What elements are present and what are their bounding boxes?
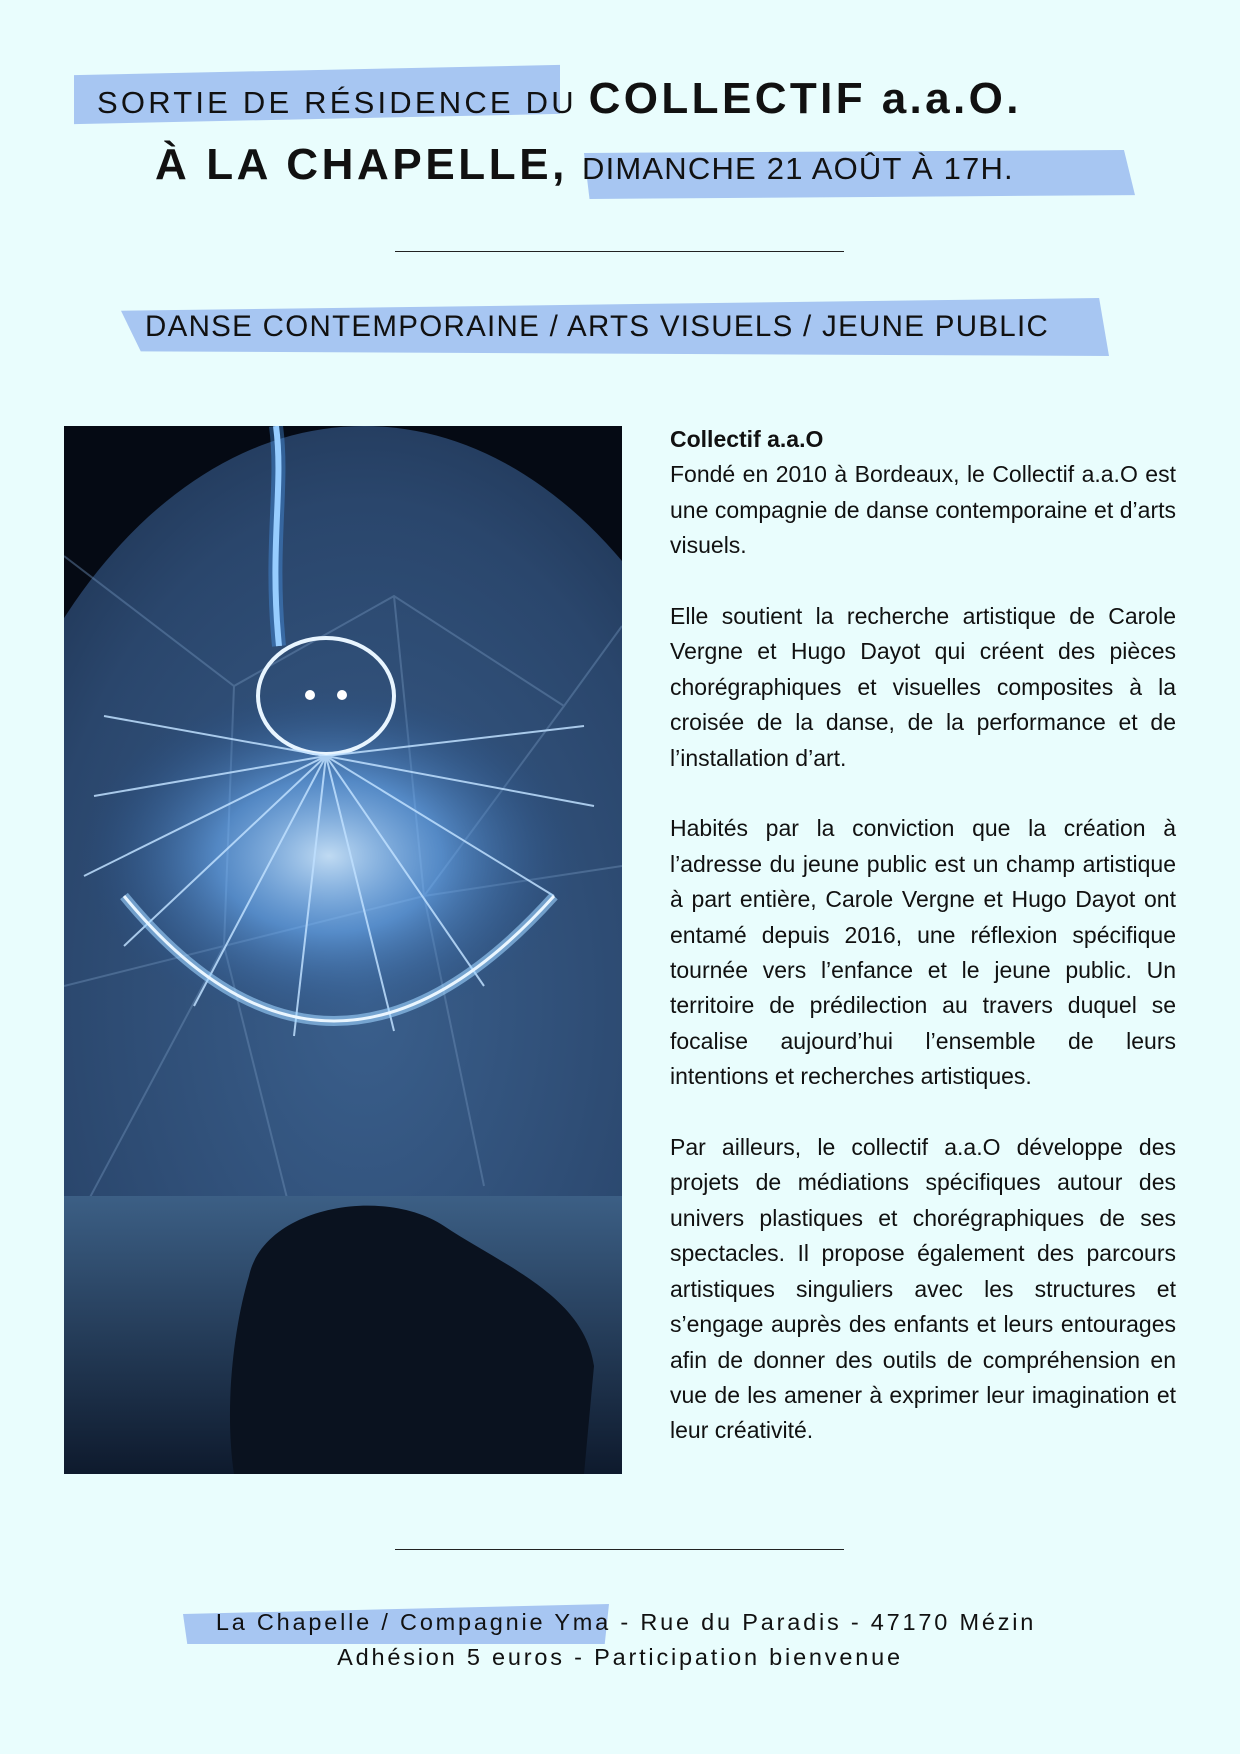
title-date: DIMANCHE 21 AOÛT À 17H. <box>582 151 1014 186</box>
article <box>670 422 1176 1484</box>
title-venue: À LA CHAPELLE <box>155 140 553 189</box>
genres-banner: DANSE CONTEMPORAINE / ARTS VISUELS / JEUNE PUBLIC <box>145 310 1050 343</box>
title-prefix: SORTIE DE RÉSIDENCE DU <box>97 85 589 120</box>
article-paragraph-4: Par ailleurs, le collectif a.a.O développe des projets de médiations spécifiques autour des univers plastiques et chorégraphiques de ses spectacles. Il propose également des parcours artistiques singuliers avec les structures et s’engage auprès des enfants et leurs entourages afin de donner des outils de compréhension en vue de les amener à exprimer leur imagination et leur créativité. <box>670 1134 1176 1444</box>
footer-address: La Chapelle / Compagnie Yma - Rue du Paradis - 47170 Mézin <box>215 1609 1037 1635</box>
title-collective: COLLECTIF a.a.O. <box>588 74 1022 123</box>
article-heading: Collectif a.a.O <box>670 426 824 452</box>
performance-photo <box>64 426 622 1474</box>
divider-bottom <box>395 1549 844 1550</box>
title-line-1 <box>97 74 1157 124</box>
article-paragraph-2: Elle soutient la recherche artistique de Carole Vergne et Hugo Dayot qui créent des pièces chorégraphiques et visuelles composites à la croisée de la danse, de la performance et de l’installation d’art. <box>670 603 1176 771</box>
article-paragraph-3: Habités par la conviction que la création à l’adresse du jeune public est un champ artistique à part entière, Carole Vergne et Hugo Dayot ont entamé depuis 2016, une réflexion spécifique tournée vers l’enfance et le jeune public. Un territoire de prédilection au travers duquel se focalise aujourd’hui l’ensemble de leurs intentions et recherches artistiques. <box>670 815 1176 1090</box>
title-line-2 <box>155 140 1215 190</box>
footer-admission: Adhésion 5 euros - Participation bienvenue <box>337 1644 903 1670</box>
article-paragraph-1: Fondé en 2010 à Bordeaux, le Collectif a.a.O est une compagnie de danse contemporaine et d’arts visuels. <box>670 461 1176 559</box>
divider-top <box>395 251 844 252</box>
title-comma: , <box>552 140 568 189</box>
